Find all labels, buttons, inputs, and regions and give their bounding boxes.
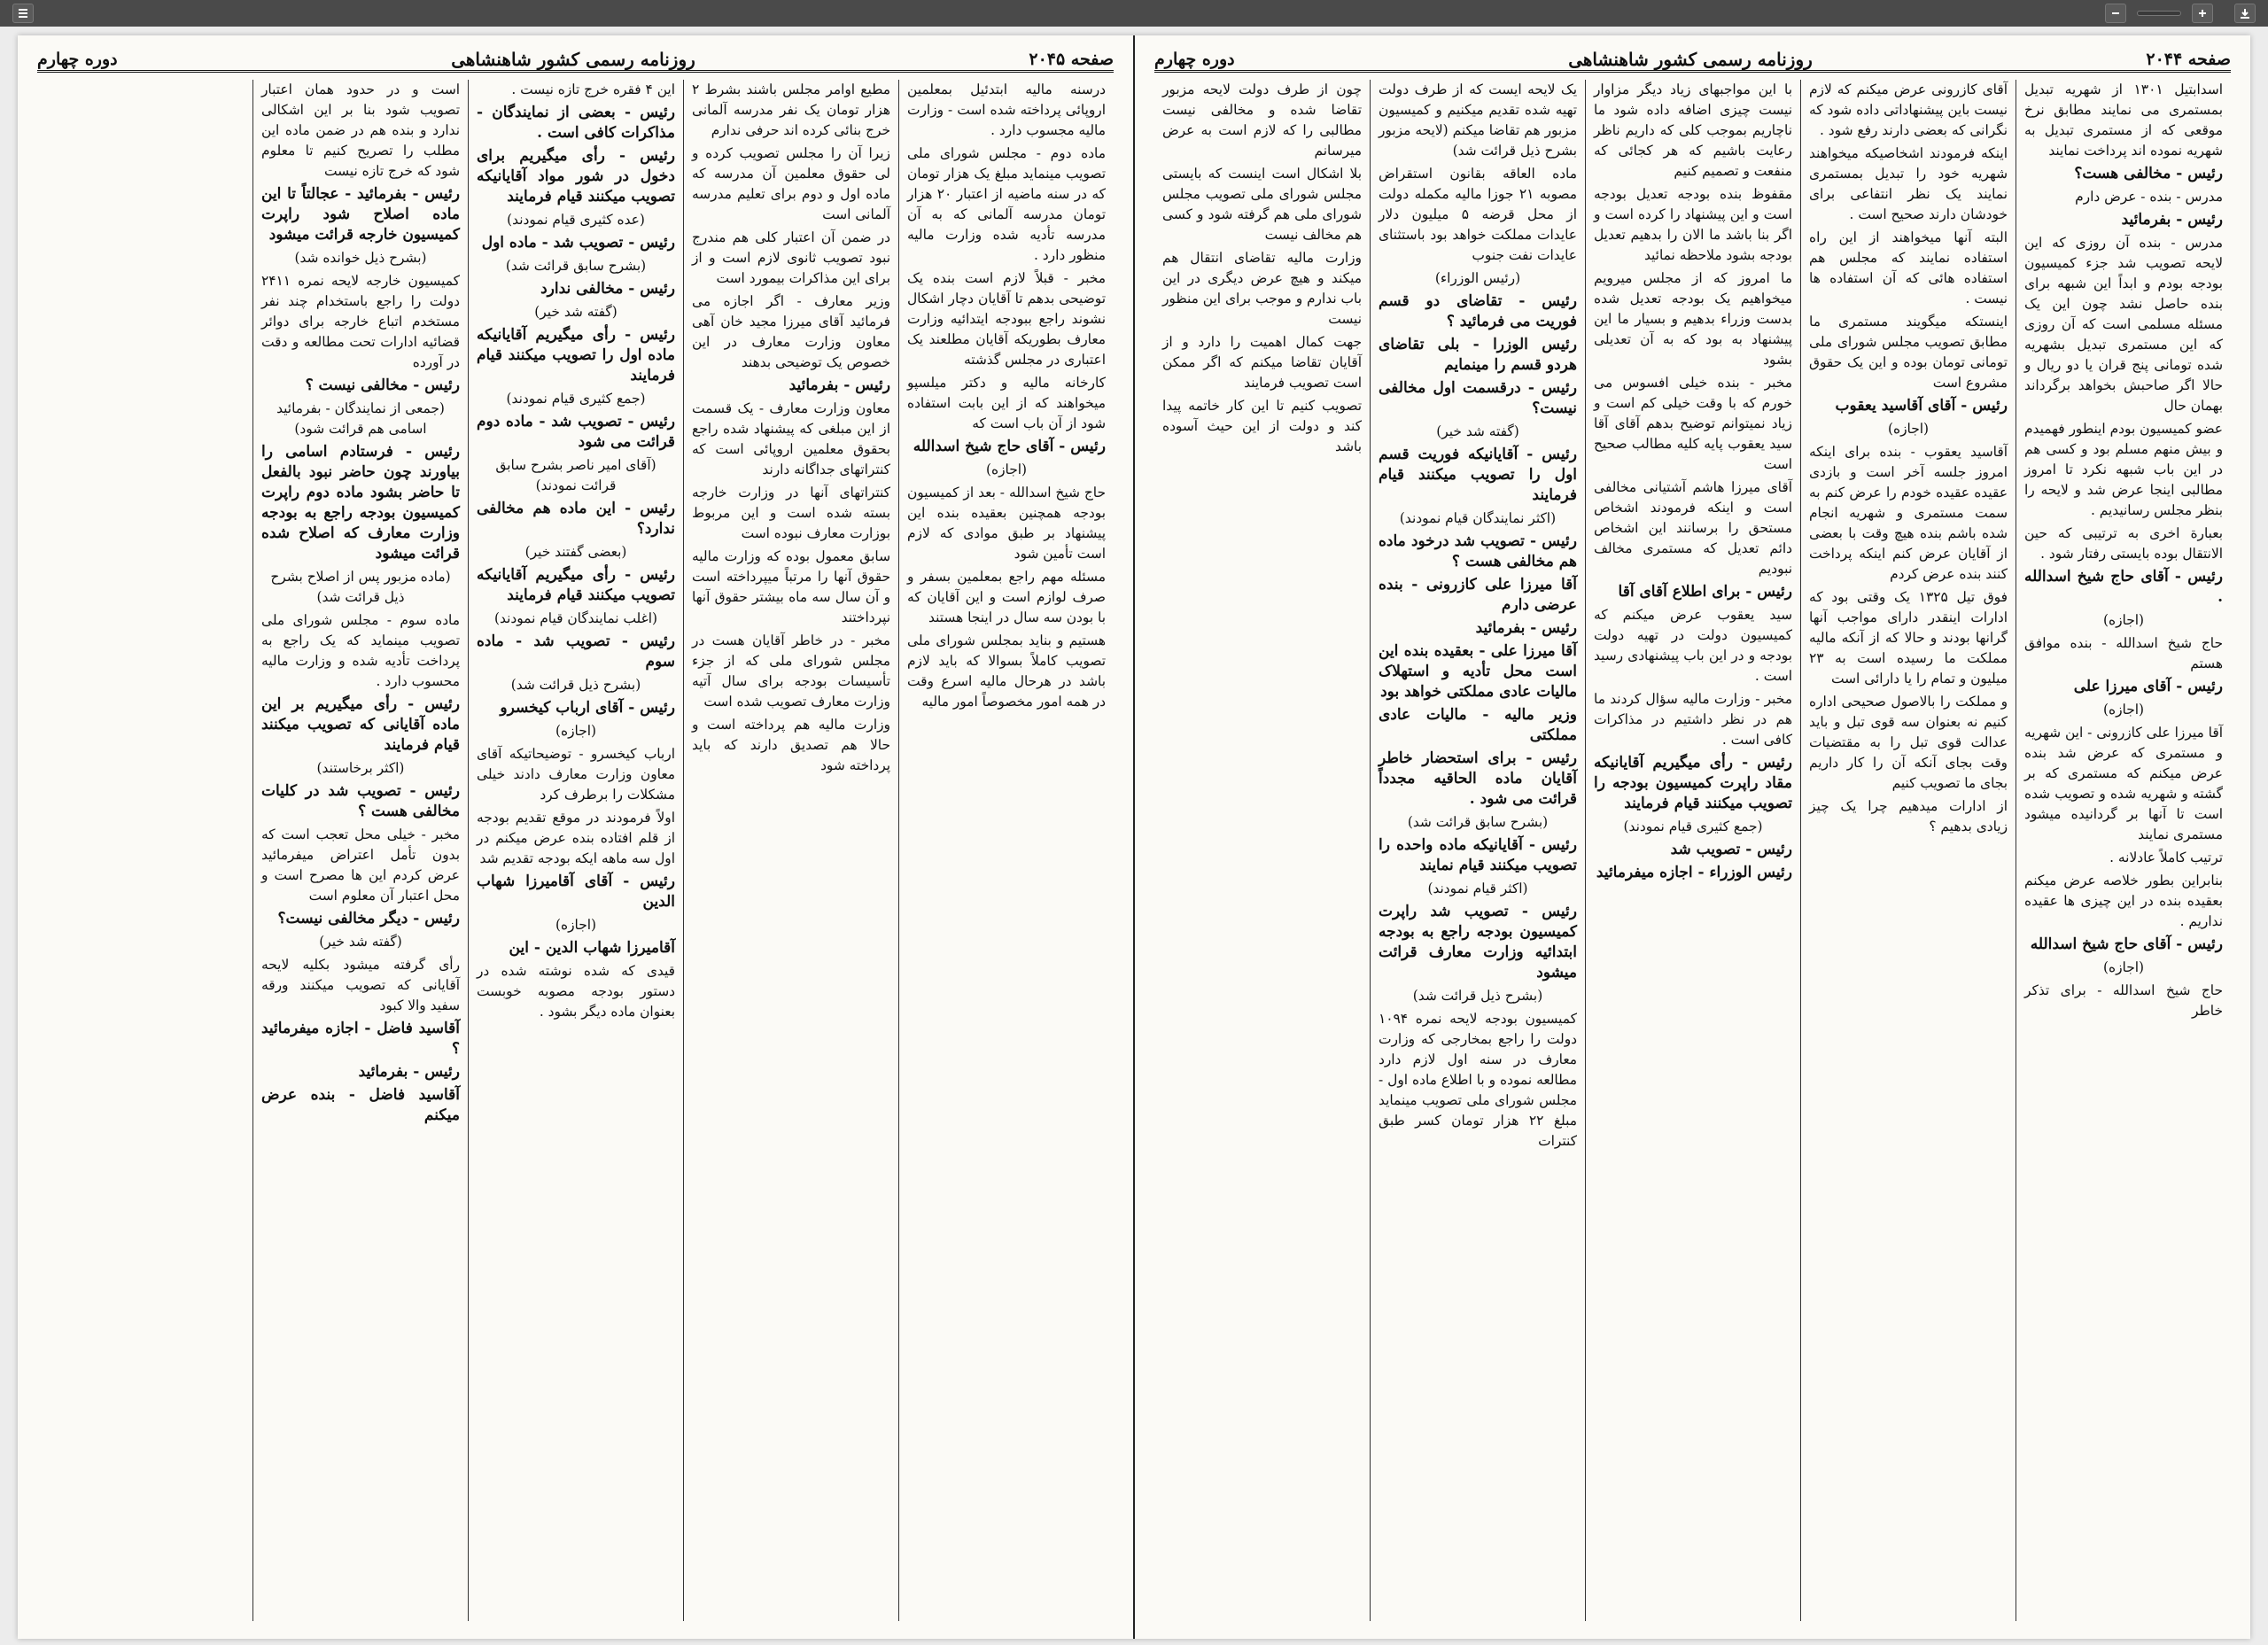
paragraph: مقفوظ بنده بودجه تعدیل بودجه است و این پیشنهاد را کرده است و اگر بنا باشد ما الان را بدهیم تعدیل بودجه بشود ملاحظه نمائید [1594,186,1792,263]
paragraph: با این مواجبهای زیاد دیگر مزاوار نیست چیزی اضافه داده شود ما ناچاریم بموجب کلی که داریم ناظر رعایت باشیم که هر کجائی که منفعت و تصمیم کنیم [1594,81,1792,179]
paragraph: اینستکه میگویند مستمری ما مطابق تصویب مجلس شورای ملی تومانی تومان بوده و این یک حقوق مشروع است [1809,314,2008,391]
procedural-note: (بشرح سابق قرائت شد) [505,258,647,274]
left-page-header [37,48,1114,73]
paragraph: آقا میرزا علی کازرونی - این شهریه و مستمری که عرض شد بنده عرض میکنم که مستمری که بر گشته و شهریه شده و تصویب شده است تا آنها بر گردانیده میشود مستمری نمایند [2024,725,2223,842]
procedural-note: (اجازه) [555,917,596,933]
speaker-line: رئیس - بعضی از نمایندگان - مذاکرات کافی است . [477,104,675,142]
speaker-line: رئیس - برای اطلاع آقای آقا [1618,583,1792,601]
paragraph: رأی گرفته میشود بکلیه لایحه آقایانی که تصویب میکنند ورقه سفید والا کبود [261,957,460,1013]
download-icon[interactable] [2234,4,2256,23]
speaker-line: رئیس - آقای حاج شیخ اسدالله [2030,935,2223,953]
paragraph: وزارت مالیه تقاضای انتقال هم میکند و هیچ عرض دیگری در این باب ندارم و موجب برای این منظور نیست [1162,250,1362,327]
speaker-line: رئیس - بفرمائید [358,1063,460,1081]
speaker-line: آقاسید فاضل - اجازه میفرمائید ؟ [261,1020,460,1058]
procedural-note: (آقای امیر ناصر بشرح سابق قرائت نمودند) [495,457,656,493]
speaker-line: رئیس - بفرمائید [1475,619,1577,637]
paragraph: از ادارات میدهیم چرا یک چیز زیادی بدهیم ؟ [1809,798,2008,834]
speaker-line: رئیس - آقای آقامیرزا شهاب الدین [477,873,675,911]
speaker-line: آقاسید فاضل - بنده عرض میکنم [261,1086,460,1124]
procedural-note: (گفته شد خیر) [534,304,617,320]
procedural-note: (بعضی گفتند خیر) [524,544,627,560]
speaker-line: رئیس - تصویب شد [1670,841,1792,858]
right-page-header [1154,48,2231,73]
speaker-line: رئیس - بفرمائید [788,376,890,394]
paragraph: حاج شیخ اسدالله - بنده موافق هستم [2024,635,2223,671]
procedural-note: (جمع کثیری قیام نمودند) [506,391,646,407]
procedural-note: (گفته شد خیر) [1436,423,1519,439]
column [252,80,468,1621]
left-page-columns [37,80,1114,1621]
paragraph: مخبر - خیلی محل تعجب است که بدون تأمل اعتراض میفرمائید عرض کردم این ها مصرح است و محل اعتبار آن معلوم است [261,826,460,904]
paragraph: قیدی که شده نوشته شده در دستور بودجه مصوبه خوبست بعنوان ماده دیگر بشود . [477,963,675,1020]
column [2016,80,2231,1621]
paragraph: ارباب کیخسرو - توضیحاتیکه آقای معاون وزارت معارف دادند خیلی مشکلات را برطرف کرد [477,746,675,803]
paragraph: کمیسیون خارجه لایحه نمره ۲۴۱۱ دولت را راجع باستخدام چند نفر مستخدم اتباع خارجه برای دوائر قضائیه ادارات تحت مطالعه و دقت در آورده [261,273,460,370]
paragraph: درسنه مالیه ابتدئیل بمعلمین اروپائی پرداخته شده است - وزارت مالیه مجسوب دارد . [907,81,1106,138]
procedural-note: (اکثر نمایندگان قیام نمودند) [1399,510,1557,526]
speaker-line: رئیس - تصویب شد - ماده دوم قرائت می شود [477,413,675,451]
procedural-note: (اکثر قیام نمودند) [1427,881,1528,896]
speaker-line: رئیس - بفرمائید - عجالتاً تا این ماده اصلاح شود راپرت کمیسیون خارجه قرائت میشود [261,185,460,244]
paragraph: اینکه فرمودند اشخاصیکه میخواهند شهریه خود را تبدیل بمستمری نمایند یک نظر انتفاعی برای خودشان دارند صحیح است . [1809,145,2008,222]
speaker-line: آقا میرزا علی کازرونی - بنده عرضی دارم [1379,576,1577,614]
zoom-in-button[interactable] [2192,4,2213,23]
paragraph: عضو کمیسیون بودم اینطور فهمیدم و بیش منهم مسلم بود و کسی هم در این باب شبهه نکرد تا امروز مطالبی اینجا عرض شد و لایحه را بنظر مجلس رسانیدیم . [2024,421,2223,518]
speaker-line: رئیس - تصویب شد در کلیات مخالفی هست ؟ [261,782,460,820]
paragraph: ماده سوم - مجلس شورای ملی تصویب مینماید که یک راجع به پرداخت تأدیه شده و وزارت مالیه محسوب دارد . [261,612,460,689]
speaker-line: رئیس - مخالفی نیست ؟ [305,376,460,394]
paragraph: یک لایحه ایست که از طرف دولت تهیه شده تقدیم میکنیم و کمیسیون مزبور هم تقاضا میکنم (لایحه مزبور بشرح ذیل قرائت شد) [1379,81,1577,159]
paragraph: ما امروز که از مجلس میرویم میخواهیم یک بودجه تعدیل شده بدست وزراء بدهیم و بسیار ما این پیشنهاد به بود که به آن تعدیلی بشود [1594,270,1792,368]
procedural-note: (گفته شد خیر) [319,934,402,950]
paragraph: کارخانه مالیه و دکتر میلسپو میخواهند که از این بابت استفاده شود از آن باب است که [907,375,1106,431]
speaker-line: رئیس - مخالفی هست؟ [2074,165,2223,182]
speaker-line: رئیس - رأی میگیریم آقایانیکه مقاد راپرت کمیسیون بودجه را تصویب میکنند قیام فرمایند [1594,754,1792,812]
speaker-line: رئیس - مخالفی ندارد [540,280,675,298]
procedural-note: (بشرح ذیل قرائت شد) [510,677,641,693]
paragraph: حاج شیخ اسدالله - برای تذکر خاطر [2024,982,2223,1019]
speaker-line: رئیس - آقای ارباب کیخسرو [500,699,675,717]
column [468,80,683,1621]
procedural-note: (بشرح سابق قرائت شد) [1407,814,1549,830]
speaker-line: رئیس - آقایانیکه ماده واحده را تصویب میکنند قیام نمایند [1379,836,1577,874]
paragraph: وزارت مالیه هم پرداخته است و حالا هم تصدیق دارند که باید پرداخته شود [692,717,890,773]
speaker-line: رئیس - آقای حاج شیخ اسدالله [913,438,1106,455]
paragraph: مخبر - بنده خیلی افسوس می خورم که با وقت خیلی کم است و زیاد نمیتوانم توضیح بدهم آقای آقا سید یعقوب پایه کلیه مطالب صحیح است [1594,375,1792,472]
paragraph: ماده دوم - مجلس شورای ملی تصویب مینماید مبلغ یک هزار تومان که در سنه ماضیه از اعتبار ۲۰ هزار تومان مدرسه آلمانی که به آن مدرسه تأدیه شده وزارت مالیه منظور دارد . [907,145,1106,263]
left-page-number: صفحه ۲۰۴۵ [1029,49,1114,69]
procedural-note: (ماده مزبور پس از اصلاح بشرح ذیل قرائت شد) [270,569,451,605]
procedural-note: (عده کثیری قیام نمودند) [507,212,645,228]
paragraph: سابق معمول بوده که وزارت مالیه حقوق آنها را مرتباً میپرداخته است و آن سال سه ماه بیشتر حقوق آنها نپرداختند [692,548,890,625]
column [1154,80,1370,1621]
speaker-line: رئیس - تصویب شد - ماده اول [481,234,675,252]
paragraph: آقای میرزا هاشم آشتیانی مخالفی است و اینکه فرمودند اشخاص مستحق را برسانند این اشخاص دائم تعدیل که مستمری مخالف نبودیم [1594,479,1792,577]
speaker-line: رئیس - رأی میگیریم آقایانیکه ماده اول را تصویب میکنند قیام فرمایند [477,326,675,384]
paragraph: کنتراتهای آنها در وزارت خارجه بسته شده است و این مربوط بوزارت معارف نبوده است [692,485,890,541]
procedural-note: (جمعی از نمایندگان - بفرمائید اسامی هم قرائت شود) [276,400,445,437]
procedural-note: (اجازه) [2103,612,2144,628]
column [1585,80,1800,1621]
paragraph: مدرس - بنده - عرض دارم [2075,189,2223,205]
column [37,80,252,1621]
speaker-line: رئیس - تقاضای دو قسم فوریت می فرمائید ؟ [1379,292,1577,330]
paragraph: مخبر - قبلاً لازم است بنده یک توضیحی بدهم تا آقایان دچار اشکال نشوند راجع ببودجه ایتدائیه وزارت معارف بطوریکه آقایان مطلعند یک اعتباری در مجلس گذشته [907,270,1106,368]
menu-icon[interactable] [12,4,34,23]
speaker-line: رئیس - آقای حاج شیخ اسدالله . [2024,568,2223,606]
paragraph: مخبر - در خاطر آقایان هست در مجلس شورای ملی که از جزء تأسیسات بودجه برای سال آتیه وزارت معارف تصویب شده است [692,632,890,710]
left-page [18,35,1133,1639]
paragraph: بلا اشکال است اینست که بایستی مجلس شورای ملی تصویب مجلس شورای ملی هم گرفته شود و کسی هم مخالف نیست [1162,166,1362,243]
paragraph: مخبر - وزارت مالیه سؤال کردند ما هم در نظر داشتیم در مذاکرات کافی است . [1594,691,1792,748]
speaker-line: رئیس - رأی میگیریم آقایانیکه تصویب میکنند قیام فرمایند [477,566,675,604]
column [1370,80,1585,1621]
paragraph: ترتیب کاملاً عادلانه . [2109,850,2223,865]
speaker-line: رئیس - تصویب شد - ماده سوم [477,632,675,671]
paragraph: در ضمن آن اعتبار کلی هم مندرج نبود تصویب ثانوی لازم است و از برای این مذاکرات بیمورد است [692,229,890,286]
column [683,80,898,1621]
column [1800,80,2016,1621]
right-page-number: صفحه ۲۰۴۴ [2146,49,2231,69]
procedural-note: (بشرح ذیل خوانده شد) [294,250,427,266]
speaker-line: رئیس - تصویب شد راپرت کمیسیون بودجه راجع به بودجه ابتدائیه وزارت معارف قرائت میشود [1379,903,1577,982]
speaker-line: رئیس - برای استحضار خاطر آقایان ماده الحاقیه مجدداً قرائت می شود . [1379,749,1577,808]
procedural-note: (اکثر برخاستند) [316,760,405,776]
left-page-title: روزنامه رسمی کشور شاهنشاهی [451,48,695,70]
column [898,80,1114,1621]
procedural-note: (اغلب نمایندگان قیام نمودند) [494,610,657,626]
paragraph: حاج شیخ اسدالله - بعد از کمیسیون بودجه همچنین بعقیده بنده این پیشنهاد بر طبق موادی که لازم است تأمین شود [907,485,1106,562]
paragraph: هستیم و بناید بمجلس شورای ملی تصویب کاملاً بسوالا که باید لازم باشد در هرحال مالیه اسرع وقت در همه امور مخصوصاً امور مالیه [907,632,1106,710]
speaker-line: رئیس الوزراء - اجازه میفرمائید [1596,864,1792,881]
right-page [1135,35,2250,1639]
speaker-line: رئیس - تصویب شد درخود ماده هم مخالفی هست ؟ [1379,532,1577,570]
speaker-line: رئیس - این ماده هم مخالفی ندارد؟ [477,500,675,538]
procedural-note: (بشرح ذیل قرائت شد) [1412,988,1543,1004]
paragraph: آقای کازرونی عرض میکنم که لازم نیست باین پیشنهاداتی داده شود که نگرانی که بعضی دارند رفع شود . [1809,81,2008,138]
speaker-line: رئیس - دیگر مخالفی نیست؟ [277,910,460,927]
speaker-line: رئیس الوزرا - بلی تقاضای هردو قسم را مینمایم [1379,336,1577,374]
speaker-line: رئیس - بفرمائید [2121,211,2223,229]
procedural-note: (جمع کثیری قیام نمودند) [1623,819,1763,834]
paragraph: جهت کمال اهمیت را دارد و از آقایان تقاضا میکنم که اگر ممکن است تصویب فرمایند [1162,334,1362,391]
procedural-note: (اجازه) [2103,959,2144,975]
procedural-note: (اجازه) [1888,421,1929,437]
paragraph: مسئله مهم راجع بمعلمین بسفر و صرف لوازم است و این آقایان که با بودن سه سال در اینجا هستند [907,569,1106,625]
paragraph: سید یعقوب عرض میکنم که کمیسیون دولت در تهیه دولت بودجه و در این باب پیشنهادی رسید است . [1594,607,1792,684]
paragraph: البته آنها میخواهند از این راه استفاده نمایند که مجلس هم استفاده هائی که آن استفاده ها نیست . [1809,229,2008,306]
paragraph: زیرا آن را مجلس تصویب کرده و لی حقوق معلمین آن مدرسه که ماده اول و دوم برای تعلیم مدرسه آلمانی است [692,145,890,222]
procedural-note: (اجازه) [2103,702,2144,718]
left-page-period: دوره چهارم [37,49,118,69]
paragraph: مطیع اوامر مجلس باشند بشرط ۲ هزار تومان یک نفر مدرسه آلمانی خرج بنائی کرده اند حرفی ندارم [692,81,890,138]
paragraph: کمیسیون بودجه لایحه نمره ۱۰۹۴ دولت را راجع بمخارجی که وزارت معارف در سنه اول لازم دارد مطالعه نموده و با اطلاع ماده اول - مجلس شورای ملی تصویب مینماید مبلغ ۲۲ هزار تومان کسر طبق کنترات [1379,1011,1577,1149]
speaker-line: آقامیرزا شهاب الدین - این [509,939,675,957]
paragraph: چون از طرف دولت لایحه مزبور تقاضا شده و مخالفی نیست مطالبی را که لازم است به عرض میرسانم [1162,81,1362,159]
paragraph: است و در حدود همان اعتبار تصویب شود بنا بر این اشکالی ندارد و بنده هم در ضمن ماده این مطلب را تصریح کنیم تا معلوم شود که خرج تازه نیست [261,81,460,179]
paragraph: مدرس - بنده آن روزی که این لایحه تصویب شد جزء کمیسیون بودجه بودم و ابداً این شبهه برای بنده حاصل نشد چون این یک مسئله مسلمی است که آن روزی که این مستمری تبدیل بشهریه شده تومانی پنج قران یا دو ریال و حالا اگر صاحبش بخواهد برگرداند بهمان حال [2024,235,2223,414]
speaker-line: رئیس - رأی میگیریم بر این ماده آقایانی که تصویب میکنند قیام فرمایند [261,695,460,754]
paragraph: ماده العاقه بقانون استقراض مصوبه ۲۱ جوزا مالیه مکمله دولت از محل قرضه ۵ میلیون دلار عایدات مملکت خواهد بود باستثنای عایدات نفت جنوب [1379,166,1578,263]
procedural-note: (اجازه) [555,723,596,739]
right-page-columns [1154,80,2231,1621]
paragraph: و مملکت را بالاصول صحیحی اداره کنیم نه بعنوان سه قوی تبل و باید عدالت قوی تبل را به مقتضیات وقت بجای آنکه آن را کار داریم بجای ما تصویب کنیم [1809,694,2008,791]
newspaper-spread [18,35,2250,1639]
paragraph: این ۴ فقره خرج تازه نیست . [511,81,675,97]
speaker-line: رئیس - فرستادم اسامی را بیاورند چون حاضر نبود بالفعل تا حاضر بشود ماده دوم راپرت کمیسیون بودجه راجع به بودجه وزارت معارف که اصلاح شده قرائت میشود [261,443,460,563]
paragraph: بنابراین بطور خلاصه عرض میکنم بعقیده بنده در این چیزی ها عقیده نداریم . [2024,873,2223,929]
speaker-line: رئیس - آقای آقاسید یعقوب [1835,397,2008,415]
paragraph: فوق تیل ۱۳۲۵ یک وقتی بود که ادارات اینقدر دارای مواجب آنها گرانها بودند و حالا که از آنکه مالیه مملکت ما رسیده است به ۲۳ میلیون و تمام را یا دارائی است [1809,589,2008,687]
procedural-note: (اجازه) [986,462,1027,477]
zoom-level[interactable] [2137,11,2181,16]
speaker-line: رئیس - رأی میگیریم برای دخول در شور مواد آقایانیکه تصویب میکنند قیام فرمایند [477,147,675,206]
paragraph: اولاً فرمودند در موقع تقدیم بودجه از قلم افتاده بنده عرض میکنم در اول سه ماهه ایکه بودجه تقدیم شد [477,810,675,866]
paragraph: اسدابتیل ۱۳۰۱ از شهریه تبدیل بمستمری می نمایند مطابق نرخ موقعی که از مستمری تبدیل به شهریه نموده اند پرداخت نمایند [2024,81,2223,159]
right-page-title: روزنامه رسمی کشور شاهنشاهی [1568,48,1813,70]
zoom-out-button[interactable] [2105,4,2126,23]
speaker-line: رئیس - آقایانیکه فوریت قسم اول را تصویب میکنند قیام فرمایند [1379,446,1577,504]
speaker-line: رئیس - آقای میرزا علی [2073,678,2223,695]
paragraph: معاون وزارت معارف - یک قسمت از این مبلغی که پیشنهاد شده راجع بحقوق معلمین اروپائی است که کنتراتهای جداگانه دارند [692,400,890,477]
viewer-toolbar [0,0,2268,27]
right-page-period: دوره چهارم [1154,49,1235,69]
paragraph: بعبارة اخری به ترتیبی که حین الانتقال بوده بایستی رفتار شود . [2024,525,2223,562]
paragraph: آقاسید یعقوب - بنده برای اینکه امروز جلسه آخر است و بازدی عقیده عقیده خودم را عرض کنم به سمت مستمری و شهریه انجام شده باشم بنده هیچ وقت با بعضی از آقایان عرض کنم اینکه پرداخت کنند بنده عرض کردم [1809,444,2008,582]
paragraph: وزیر معارف - اگر اجازه می فرمائید آقای میرزا مجید خان آهی معاون وزارت معارف در این خصوص یک توضیحی بدهند [692,293,890,370]
speaker-line: آقا میرزا علی - بعقیده بنده این است محل تأدیه و استهلاک مالیات عادی مملکتی خواهد بود [1379,642,1577,701]
paragraph: تصویب کنیم تا این کار خاتمه پیدا کند و دولت از این حیث آسوده باشد [1162,398,1362,454]
procedural-note: (رئیس الوزراء) [1434,270,1521,286]
speaker-line: وزیر مالیه - مالیات عادی مملکتی [1379,706,1577,744]
speaker-line: رئیس - درقسمت اول مخالفی نیست؟ [1379,379,1577,417]
